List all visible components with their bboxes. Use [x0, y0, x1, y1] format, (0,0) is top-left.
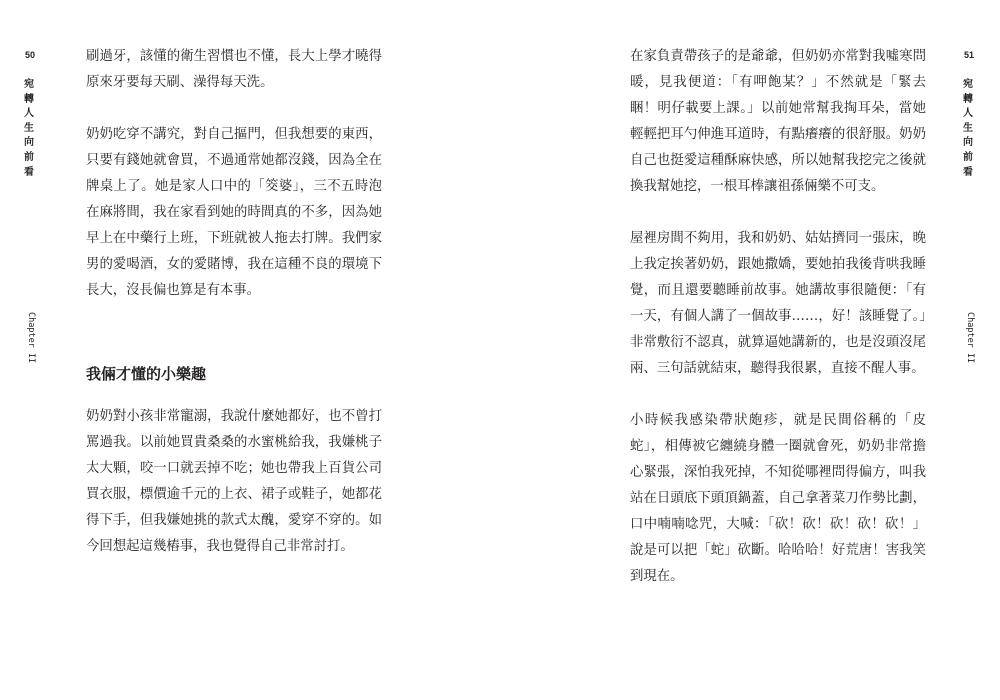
- body-paragraph: 小時候我感染帶狀皰疹，就是民間俗稱的「皮蛇」，相傳被它纏繞身體一圈就會死，奶奶非常擔心緊張，深怕我死掉，不知從哪裡問得偏方，叫我站在日頭底下頭頂鍋蓋，自己拿著菜刀作勢比劃，口中喃喃唸咒，大喊：「砍！砍！砍！砍！砍！」說是可以把「蛇」砍斷。哈哈哈！好荒唐！害我笑到現在。: [630, 413, 926, 584]
- chapter-label-left: Chapter II: [26, 312, 36, 364]
- body-paragraph: 刷過牙，該懂的衛生習慣也不懂，長大上學才曉得原來牙要每天刷、澡得每天洗。: [86, 49, 382, 90]
- chapter-label-right: Chapter II: [965, 312, 975, 364]
- running-head-left: 宛轉人生向前看: [24, 79, 34, 178]
- section-heading: 我倆才懂的小樂趣: [86, 365, 207, 383]
- page-number-left: 50: [24, 50, 35, 60]
- page-number-right: 51: [963, 50, 974, 60]
- running-head-right: 宛轉人生向前看: [963, 79, 973, 178]
- body-paragraph: 屋裡房間不夠用，我和奶奶、姑姑擠同一張床，晚上我定挨著奶奶，跟她撒嬌，要她拍我後背哄我睡覺，而且還要聽睡前故事。她講故事很隨便：「有一天，有個人講了一個故事……，好！該睡覺了。」非常敷衍不認真，就算逼她講新的，也是沒頭沒尾兩、三句話就結束，聽得我很累，直接不醒人事。: [630, 231, 926, 376]
- body-paragraph: 在家負責帶孩子的是爺爺，但奶奶亦常對我噓寒問暖，見我便道：「有呷飽某？」不然就是「緊去睏！明仔載要上課。」以前她常幫我掏耳朵，當她輕輕把耳勺伸進耳道時，有點癢癢的很舒服。奶奶自己也挺愛這種酥麻快感，所以她幫我挖完之後就換我幫她挖，一根耳棒讓祖孫倆樂不可支。: [630, 49, 926, 194]
- left-text-column: [86, 44, 382, 560]
- body-paragraph: 奶奶對小孩非常寵溺，我說什麼她都好，也不曾打罵過我。以前她買貴桑桑的水蜜桃給我，我嫌桃子太大顆，咬一口就丟掉不吃；她也帶我上百貨公司買衣服，標價逾千元的上衣、裙子或鞋子，她都花得下手，但我嫌她挑的款式太醜，愛穿不穿的。如今回想起這幾樁事，我也覺得自己非常討打。: [86, 409, 382, 554]
- right-text-column: [630, 44, 926, 590]
- right-page: [500, 0, 1000, 700]
- body-paragraph: 奶奶吃穿不講究，對自己摳門，但我想要的東西，只要有錢她就會買，不過通常她都沒錢，因為全在牌桌上了。她是家人口中的「筊婆」，三不五時泡在麻將間，我在家看到她的時間真的不多，因為她早上在中藥行上班，下班就被人拖去打牌。我們家男的愛喝酒，女的愛賭博，我在這種不良的環境下長大，沒長偏也算是有本事。: [86, 127, 382, 298]
